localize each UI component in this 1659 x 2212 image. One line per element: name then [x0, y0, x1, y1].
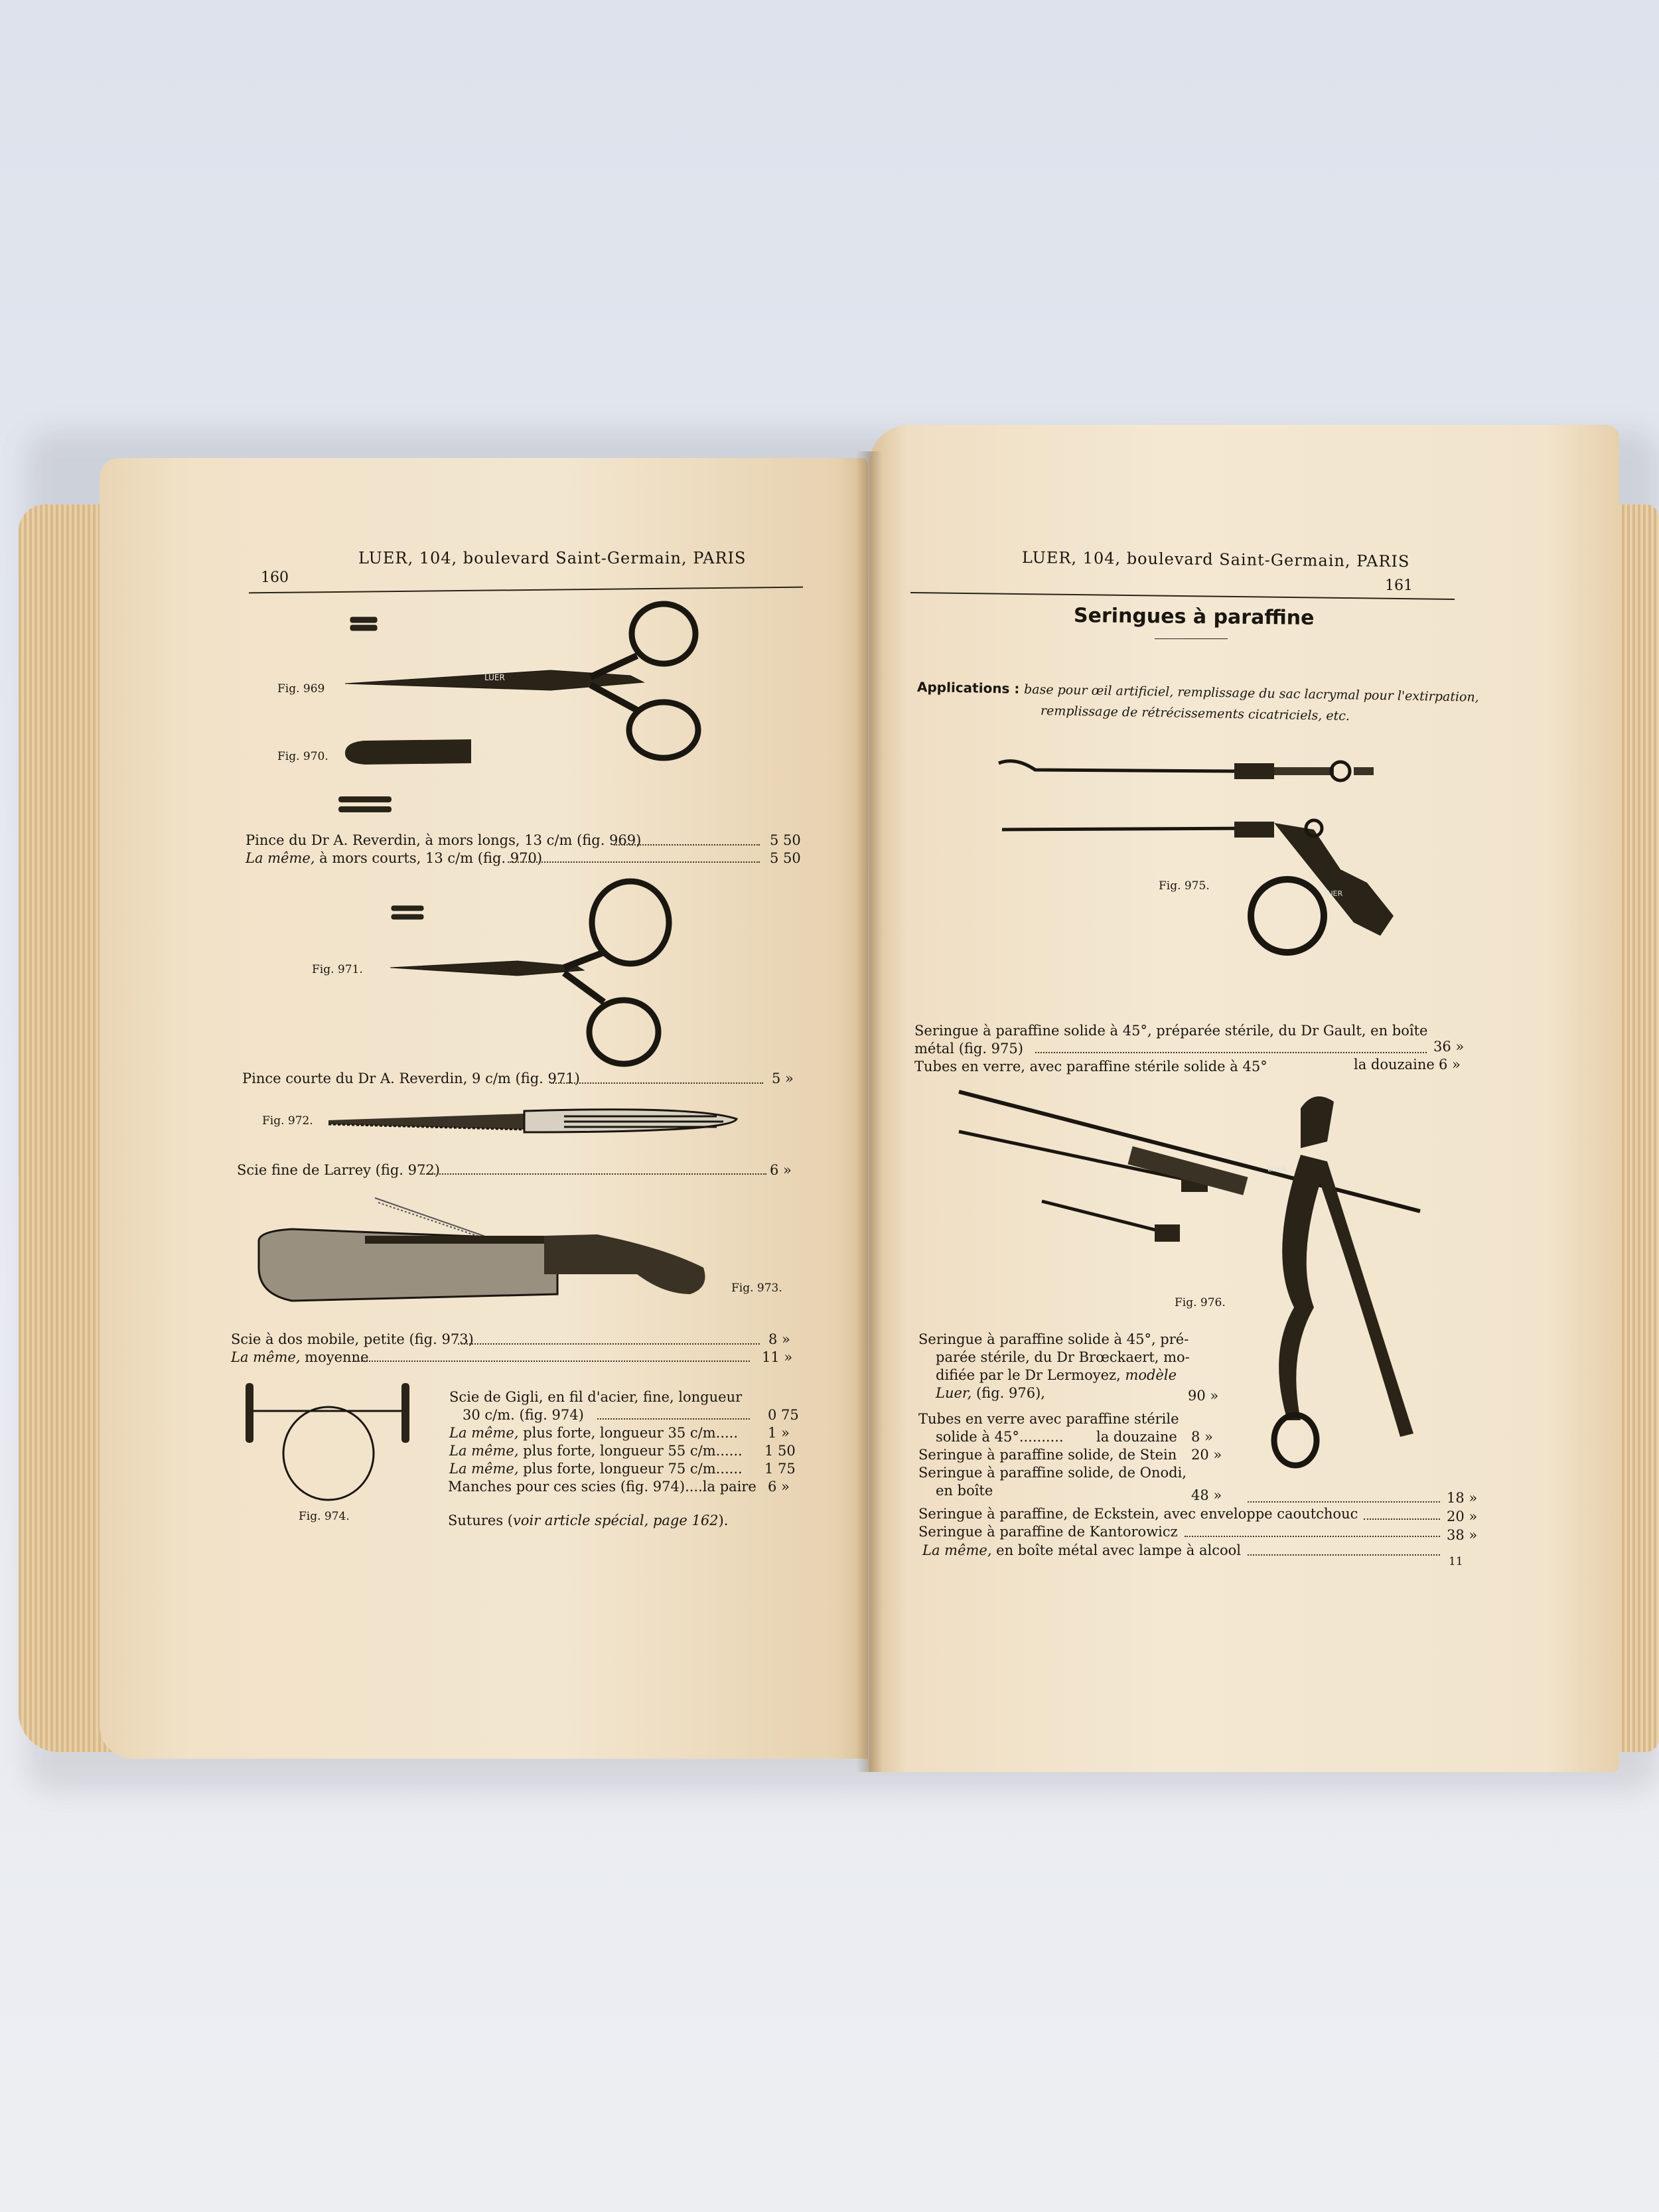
tubes2-price: 8 » [1191, 1429, 1213, 1445]
tubes2-line-2: solide à 45°.......... [936, 1429, 1064, 1445]
gigli-line-4 [449, 1442, 743, 1459]
onodi-line-2: en boîte [936, 1483, 993, 1499]
item-pince-longs-text: Pince du Dr A. Reverdin, à mors longs, 13 c/m (fig. 969) [246, 832, 642, 848]
tubes-unit: la douzaine [1354, 1057, 1435, 1072]
gigli-price-6: 6 » [768, 1479, 790, 1495]
broeckaert-line-4-text: (fig. 976), [972, 1385, 1045, 1401]
tubes-price: 6 » [1439, 1057, 1461, 1072]
item-scie-moyenne-text: moyenne [300, 1349, 369, 1365]
luer-engraving-976: LUER [1267, 1165, 1287, 1173]
leader-dots [1248, 1554, 1440, 1556]
fig-973-caption: Fig. 973. [731, 1282, 782, 1295]
right-page-header: LUER, 104, boulevard Saint-Germain, PARIS [1021, 548, 1410, 571]
broeckaert-line-3-text: difiée par le Dr Lermoyez, [936, 1367, 1121, 1383]
leader-dots [458, 1343, 760, 1345]
item-pince-courts [246, 849, 542, 867]
gigli-price-3: 1 » [768, 1425, 790, 1441]
fig-970-jaw-illustration [338, 737, 484, 770]
fig-972-caption: Fig. 972. [262, 1114, 313, 1128]
right-page-number: 161 [1385, 577, 1413, 594]
gigli-line-4-text: plus forte, longueur 55 c/m...... [518, 1443, 743, 1459]
sutures-italic: voir article spécial, page 162 [513, 1512, 719, 1528]
fig-974-caption: Fig. 974. [299, 1510, 350, 1523]
broeckaert-line-4-italic: Luer, [936, 1385, 972, 1401]
item-scie-moyenne-italic: La même, [231, 1349, 301, 1365]
gigli-price-2: 0 75 [768, 1407, 799, 1423]
fig-974-gigli-illustration [239, 1380, 418, 1507]
leader-dots [1364, 1518, 1440, 1520]
gigli-line-6: Manches pour ces scies (fig. 974)....la paire [448, 1479, 757, 1495]
right-page-title: Seringues à paraffine [1073, 604, 1315, 630]
price-scie-dos: 8 » [768, 1331, 790, 1347]
broeckaert-line-3-italic: modèle [1125, 1367, 1177, 1383]
item-scie-dos: Scie à dos mobile, petite (fig. 973) [231, 1331, 474, 1347]
sutures-text: Sutures ( [448, 1512, 513, 1528]
gault-line-1: Seringue à paraffine solide à 45°, préparée stérile, du Dr Gault, en boîte [914, 1023, 1428, 1039]
item-pince-courts-text: à mors courts, 13 c/m (fig. 970) [315, 850, 543, 866]
eckstein-line: Seringue à paraffine, de Eckstein, avec enveloppe caoutchouc [918, 1506, 1358, 1522]
applications-line-2: remplissage de rétrécissements cicatriciels, etc. [1040, 703, 1350, 724]
fig-969-caption: Fig. 969 [277, 682, 325, 696]
tubes2-unit: la douzaine [1096, 1429, 1177, 1445]
leader-dots [1185, 1536, 1440, 1537]
luer-engraving-969: LUER [484, 673, 505, 682]
gigli-line-3 [449, 1424, 738, 1441]
applications-text-1: base pour œil artificiel, remplissage du sac lacrymal pour l'extirpation, [1023, 682, 1479, 705]
fig-972-saw-illustration [325, 1102, 743, 1142]
leader-dots [1035, 1052, 1427, 1053]
broeckaert-line-1: Seringue à paraffine solide à 45°, pré- [918, 1331, 1189, 1347]
fig-971-caption: Fig. 971. [312, 963, 363, 976]
gigli-line-3-text: plus forte, longueur 35 c/m..... [518, 1425, 739, 1441]
fig-970-tips-illustration [338, 793, 398, 820]
gault-line-2: métal (fig. 975) [914, 1041, 1023, 1057]
gigli-line-5 [449, 1460, 743, 1477]
fig-975-caption: Fig. 975. [1159, 879, 1210, 893]
fig-976-caption: Fig. 976. [1175, 1296, 1226, 1309]
onodi-line-1: Seringue à paraffine solide, de Onodi, [918, 1465, 1187, 1481]
gigli-line-4-italic: La même, [449, 1443, 519, 1459]
leader-dots [355, 1361, 750, 1362]
sutures-line [448, 1512, 728, 1529]
applications-label: Applications : [916, 679, 1020, 697]
leader-dots [421, 1173, 766, 1175]
gigli-price-5: 1 75 [764, 1461, 796, 1477]
leader-dots [597, 1418, 750, 1420]
price-scie-larrey: 6 » [770, 1162, 792, 1178]
price-scie-moyenne: 11 » [762, 1349, 793, 1365]
meme-lampe-italic: La même, [922, 1542, 992, 1558]
fig-975-syringe-illustration [995, 743, 1394, 969]
gigli-line-5-italic: La même, [449, 1461, 519, 1477]
luer-engraving-975: LUER [1324, 889, 1343, 898]
kantorowicz-line: Seringue à paraffine de Kantorowicz [918, 1524, 1178, 1540]
tubes-line: Tubes en verre, avec paraffine stérile solide à 45° [914, 1059, 1267, 1074]
kantorowicz-price: 38 » [1447, 1527, 1478, 1543]
gigli-line-3-italic: La même, [449, 1425, 519, 1441]
left-page-number: 160 [261, 569, 289, 586]
item-pince-longs [246, 832, 641, 849]
left-page-header: LUER, 104, boulevard Saint-Germain, PARIS [358, 549, 747, 567]
gigli-price-4: 1 50 [764, 1443, 796, 1459]
price-pince-courts: 5 50 [770, 850, 801, 866]
broeckaert-line-2: parée stérile, du Dr Brœckaert, mo- [936, 1349, 1190, 1365]
broeckaert-price: 90 » [1188, 1388, 1219, 1404]
onodi-price: 48 » [1191, 1487, 1222, 1503]
eckstein-price-b: 20 » [1447, 1509, 1478, 1524]
signature-mark: 11 [1449, 1555, 1463, 1568]
gigli-line-2: 30 c/m. (fig. 974) [463, 1407, 584, 1423]
stein-price: 20 » [1191, 1447, 1222, 1463]
meme-lampe-text: en boîte métal avec lampe à alcool [991, 1542, 1241, 1558]
gault-price: 36 » [1433, 1039, 1465, 1055]
fig-971-forceps-illustration [385, 869, 690, 1069]
gigli-line-1: Scie de Gigli, en fil d'acier, fine, longueur [449, 1389, 743, 1405]
item-scie-moyenne [231, 1349, 369, 1366]
meme-lampe-line [922, 1542, 1241, 1559]
eckstein-price-a: 18 » [1447, 1490, 1478, 1506]
stein-line: Seringue à paraffine solide, de Stein [918, 1447, 1177, 1463]
leader-dots [614, 844, 760, 846]
leader-dots [508, 861, 760, 863]
price-pince-courte: 5 » [772, 1070, 794, 1086]
book-gutter [856, 451, 883, 1772]
tubes2-line-1: Tubes en verre avec paraffine stérile [918, 1411, 1179, 1427]
sutures-end: ). [718, 1512, 729, 1528]
title-underline [1155, 638, 1228, 639]
item-pince-courts-italic: La même, [246, 850, 315, 866]
price-pince-longs: 5 50 [770, 832, 801, 848]
fig-973-saw-illustration [252, 1195, 717, 1314]
leader-dots [551, 1082, 763, 1084]
item-pince-courte: Pince courte du Dr A. Reverdin, 9 c/m (fig. 971) [242, 1070, 580, 1086]
item-scie-larrey: Scie fine de Larrey (fig. 972) [237, 1162, 440, 1178]
broeckaert-line-4 [936, 1384, 1045, 1402]
fig-970-caption: Fig. 970. [277, 750, 328, 763]
gigli-line-5-text: plus forte, longueur 75 c/m...... [518, 1461, 743, 1477]
broeckaert-line-3 [936, 1366, 1177, 1384]
leader-dots [1248, 1501, 1440, 1503]
